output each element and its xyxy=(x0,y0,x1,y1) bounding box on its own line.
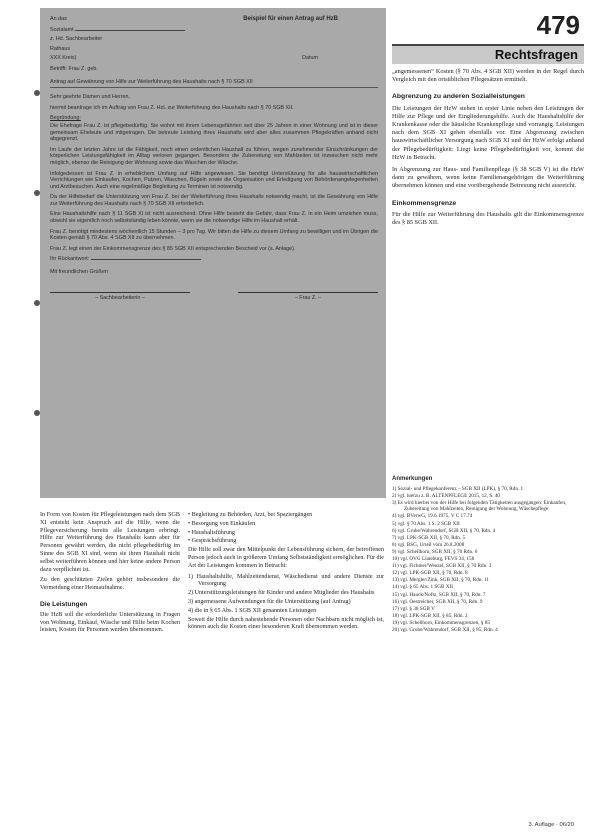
form-field: z. Hd. Sachbearbeiter xyxy=(50,36,103,43)
list-item: • Haushaltsführung xyxy=(188,529,235,536)
form-paragraph: Frau Z. benötigt mindestens wöchentlich 15 Stunden – 3 pro Tag. Wir bitten die Hilfe zu diesem Umfang zu bewilligen und im Übrigen die Kosten gemäß § 70 Abs. 4 SGB XII zu übernehmen. xyxy=(50,228,378,242)
footnote: 19) vgl. Schellhorn, Einkommensgrenzen, § 85 xyxy=(392,619,490,626)
page-number: 479 xyxy=(536,10,580,40)
footnotes-list xyxy=(392,486,584,634)
list-item: 3) angemessene Aufwendungen für die Unterstützung (auf Antrag) xyxy=(188,598,351,605)
body-paragraph: Für die Hilfe zur Weiterführung des Haushalts gilt die Einkommensgrenze des § 85 SGB XII. xyxy=(392,210,584,227)
section-heading-einkommensgrenze: Einkommensgrenze xyxy=(392,199,457,207)
form-heading: Beispiel für einen Antrag auf HzB xyxy=(243,16,338,22)
form-reason-heading: Begründung: xyxy=(50,115,81,122)
body-column-left xyxy=(40,512,180,638)
form-header xyxy=(50,16,378,23)
footnote: 3) Es wird hierbei von der Hilfe bei folgenden Tätigkeiten ausgegangen: Einkaufen, Zubereitung von Mahlzeiten, Reinigung der Wohnung, Wäschepflege xyxy=(392,499,567,513)
signature-right: – Frau Z. – xyxy=(238,292,378,302)
section-header: Rechtsfragen xyxy=(392,44,584,64)
body-paragraph: „angemessenen“ Kosten (§ 70 Abs. 4 SGB XII) werden in der Regel durch Vergleich mit den ortsüblichen Pflegesätzen ermittelt. xyxy=(392,68,584,84)
form-closing: Mit freundlichen Grüßen xyxy=(50,269,108,276)
form-paragraph: Frau Z. legt einen der Einkommensgrenze des § 85 SGB XII entsprechenden Bescheid vor (s. Anlage). xyxy=(50,245,296,252)
footnote: 10) vgl. OVG Lüneburg, FEVS 34, 158 xyxy=(392,556,475,563)
footnote: 18) vgl. LPK-SGB XII, § 85, Rdn. 2 xyxy=(392,612,468,619)
footnote: 4) vgl. BVerwG, 19.6.1975, V C 17.74 xyxy=(392,513,473,520)
body-paragraph: In Abgrenzung zur Haus- und Familienpflege (§ 38 SGB V) ist die HzW dann zu gewähren, wenn keine Familienangehörigen die Weiterführung übernehmen können und eine vorübergehende Betreuung nicht ausreicht. xyxy=(392,166,584,190)
body-paragraph: Die Hilfe soll zwar den Mittelpunkt der Lebensführung sichern, der betroffenen Person jedoch auch in größerem Umfang Selbstständigkeit ermöglichen. Für die Art der Leistungen kommen in Betracht: xyxy=(188,547,384,569)
list-item: 1) Haushaltshilfe, Mahlzeitendienst, Wäschedienst und andere Dienste zur Versorgung xyxy=(188,573,384,588)
form-paragraph: Infolgedessen ist Frau Z. in erheblichem Umfang auf Hilfe angewiesen. Sie benötigt Unterstützung für alle hauswirtschaftlichen Verrichtungen wie Einkaufen, Kochen, Putzen, Waschen, Bügeln sowie die Organisation und Erledigung von Behördenangelegenheiten und Arztbesuchen. Auch eine regelmäßige Begleitung zu Terminen ist notwendig. xyxy=(50,170,378,190)
footnotes-heading: Anmerkungen xyxy=(392,476,433,482)
body-paragraph: In Form von Kosten für Pflegeleistungen nach dem SGB XI entsteht kein Anspruch auf die Hilfe, wenn die Pflegeversicherung bereits alle Leistungen erbringt. Hilfe zur Weiterführung des Haushalts kann aber für Personen gewährt werden, die nicht pflegebedürftig im Sinne des SGB XI sind, wenn sie ihren Haushalt nicht selbst weiterführen können und hier keine andere Person dazu verpflichtet ist. xyxy=(40,512,180,573)
footnote: 17) vgl. § 38 SGB V xyxy=(392,605,435,612)
form-field: Sozialamt xyxy=(50,27,378,34)
footnote: 12) vgl. LPK-SGB XII, § 70, Rdn. 8 xyxy=(392,570,468,577)
footnote: 11) vgl. Fichtner/Wenzel, SGB XII, § 70 Rdn. 3 xyxy=(392,563,492,570)
form-paragraph: Die Ehefrage Frau Z. ist pflegebedürftig. Sie wohnt mit ihrem Lebensgefährten seit über 25 Jahren in einer Wohnung und ist in dieser gemeinsam Eheleute und mitgetragen. Die betreute Leistung ihres Haushalts wird aber alles zusammen Pflegekräften anhand nicht abgegrenzt. xyxy=(50,122,378,143)
form-subject: Antrag auf Gewährung von Hilfe zur Weiterführung des Haushalts nach § 70 SGB XII xyxy=(50,79,378,89)
body-paragraph: Zu den geschützten Zielen gehört insbesondere die Vermeidung einer Heimaufnahme. xyxy=(40,577,180,592)
page-footer: 3. Auflage · 06/20 xyxy=(528,822,574,828)
form-intro: hiermit beantrage ich im Auftrag von Frau Z. HzL zur Weiterführung des Haushalts nach § 70 SGB XII. xyxy=(50,104,294,111)
form-salutation: Sehr geehrte Damen und Herren, xyxy=(50,94,131,101)
form-signatures xyxy=(50,292,378,302)
footnote: 13) vgl. Mergler/Zink, SGB XII, § 70, Rdn. 11 xyxy=(392,577,489,584)
footnote: 20) vgl. Grube/Wahrendorf, SGB XII, § 85, Rdn. 4 xyxy=(392,626,498,633)
body-paragraph: Soweit die Hilfe durch nahestehende Personen oder Nachbarn nicht möglich ist, können auch die Kosten einer besonderen Kraft übernommen werden. xyxy=(188,616,384,631)
footnote: 5) vgl. § 70 Abs. 1 S. 2 SGB XII xyxy=(392,520,460,527)
form-address-row xyxy=(50,55,378,62)
body-paragraph: Die Leistungen der HzW stehen in erster Linie neben den Leistungen der Hilfe zur Pflege und der Eingliederungshilfe. Auch die Haushaltshilfe der Krankenkasse oder die häusliche Krankenpflege sind vorrangig. Leistungen nach dem SGB XI gehen ebenfalls vor. Eine Abgrenzung zwischen hauswirtschaftlicher Versorgung nach SGB XI und der HzW erfolgt anhand der Pflegebedürftigkeit: Liegt keine Pflegebedürftigkeit vor, kommt die HzW in Betracht. xyxy=(392,104,584,161)
form-field: XXX Kreis) xyxy=(50,55,77,62)
signature-left: – Sachbearbeiterin – xyxy=(50,292,190,302)
footnote: 2) vgl. hierzu z. B. ALTENPFLEGE 2015, 12, S. 40 xyxy=(392,492,501,499)
footnote: 1) Sozial- und Pflegekonferenz – SGB XII (LPK), § 70, Rdn. 1 xyxy=(392,485,524,492)
section-heading-leistungen: Die Leistungen xyxy=(40,600,88,608)
application-form-sample xyxy=(40,8,386,498)
list-item: • Besorgung von Einkäufen xyxy=(188,520,256,527)
footnote: 9) vgl. Schellhorn, SGB XII, § 70 Rdn. 6 xyxy=(392,548,478,555)
list-item: 4) die in § 65 Abs. 1 SGB XII genannten Leistungen xyxy=(188,607,317,614)
footnote: 7) vgl. LPK-SGB XII, § 70, Rdn. 5 xyxy=(392,534,466,541)
list-item: 2) Unterstützungsleistungen für Kinder und andere Mitglieder des Haushalts xyxy=(188,590,375,597)
form-paragraph: Da der Hilfebedarf die Unterstützung von Frau Z. bei der Weiterführung ihres Haushalts notwendig macht, ist die Gewährung von Hilfe zur Weiterführung des Haushalts nach § 70 SGB XII erforderlich. xyxy=(50,194,378,207)
form-re-line: Betrifft: Frau Z. geb. xyxy=(50,65,98,72)
form-date-label: Datum xyxy=(302,55,318,62)
body-column-middle xyxy=(188,512,384,635)
form-paragraph: Eine Haushaltshilfe nach § 11 SGB XI ist nicht ausreichend. Ohne Hilfe besteht die Gefahr, dass Frau Z. in ein Heim umziehen muss, obwohl sie eigentlich noch selbstständig leben könnte, wenn sie die notwendige Hilfe im Haushalt erhält. xyxy=(50,211,378,225)
footnote: 14) vgl. § 65 Abs. 1 SGB XII xyxy=(392,584,453,591)
body-paragraph: Die HzB soll die erforderliche Unterstützung in Fragen von Wohnung, Einkauf, Wäsche und Hilfe beim Kochen leisten, Kosten für Personen werden übernommen. xyxy=(40,611,180,634)
form-to-label: An das xyxy=(50,16,67,22)
footnote: 6) vgl. Grube/Wahrendorf, SGB XII, § 70, Rdn. 4 xyxy=(392,527,496,534)
form-reply-label: Ihr Rückantwort: xyxy=(50,256,378,263)
footnote: 8) vgl. BSG, Urteil vom 26.8.2008 xyxy=(392,541,465,548)
footnote: 15) vgl. Hauck/Noftz, SGB XII, § 70, Rdn. 7 xyxy=(392,591,486,598)
list-item: • Gesprächsführung xyxy=(188,538,237,545)
form-field: Rathaus xyxy=(50,45,71,52)
list-item: • Begleitung zu Behörden, Arzt, bei Spaziergängen xyxy=(188,512,313,518)
footnotes xyxy=(392,476,584,634)
form-paragraph: Im Laufe der letzten Jahre ist die Fähigkeit, noch einen ordentlichen Haushalt zu führen, wegen zunehmender Einschränkungen der körperlichen Leistungsfähigkeit im Alltag verloren gegangen. Besonders die Zubereitung von Mahlzeiten ist inzwischen nicht mehr möglich, ebenso die Reinigung der Wohnung sowie das Waschen der Wäsche. xyxy=(50,146,378,166)
body-column-right xyxy=(392,68,584,231)
footnote: 16) vgl. Oestreicher, SGB XII, § 70, Rdn. 9 xyxy=(392,598,483,605)
section-heading-abgrenzung: Abgrenzung zu anderen Sozialleistungen xyxy=(392,93,525,101)
